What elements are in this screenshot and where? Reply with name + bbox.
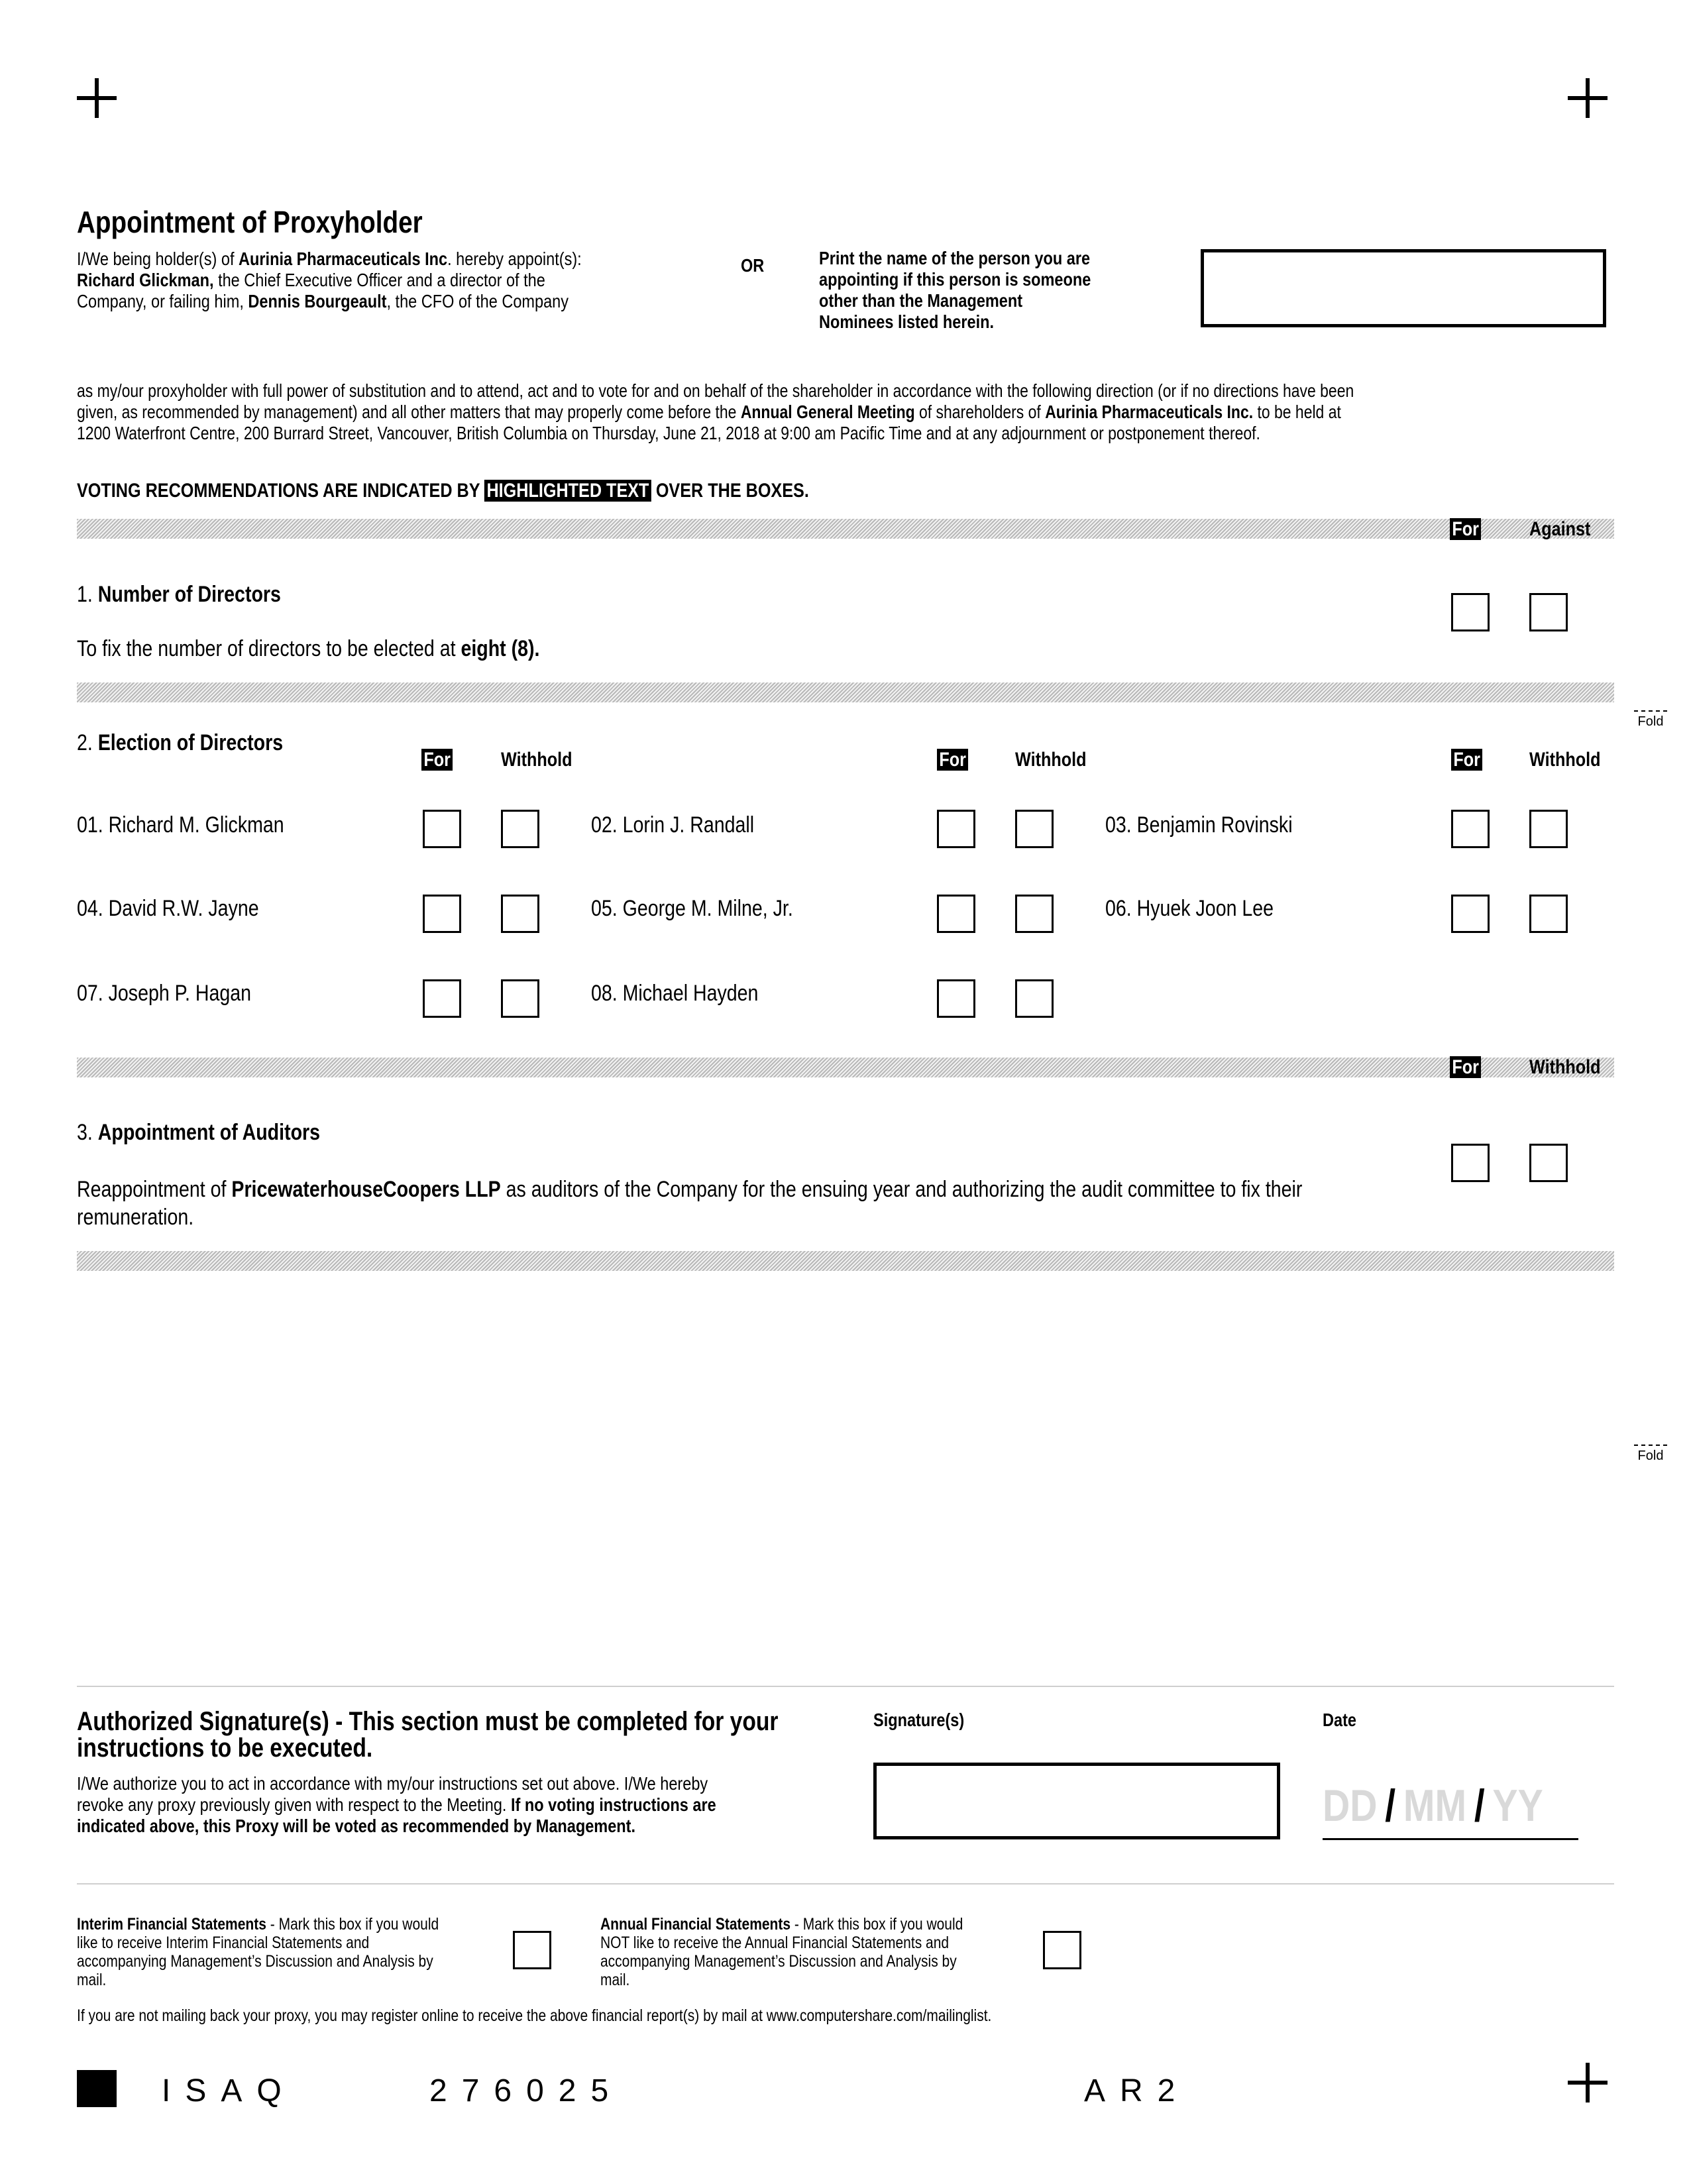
item3-withhold-checkbox[interactable] [1529,1144,1568,1182]
against-header: Against [1529,518,1591,540]
registration-mark-bottom-right [1568,2063,1608,2102]
signature-title: Authorized Signature(s) - This section must be completed for your instructions to be executed. [77,1707,779,1763]
item1-title: 1. Number of Directors [77,582,281,607]
item3-withhold-header: Withhold [1529,1056,1601,1078]
print-name-instruction: Print the name of the person you are appointing if this person is someone other than the Management Nominees listed herein. [819,248,1091,332]
voting-recommendations: VOTING RECOMMENDATIONS ARE INDICATED BY HIGHLIGHTED TEXT OVER THE BOXES. [77,480,809,502]
director-name: 08. Michael Hayden [591,981,759,1006]
director-05-for-checkbox[interactable] [937,895,975,933]
section-divider [77,682,1614,702]
director-name: 02. Lorin J. Randall [591,812,755,838]
director-07-withhold-checkbox[interactable] [501,979,539,1018]
registration-mark-top-left [77,78,117,118]
annual-financial-checkbox[interactable] [1043,1931,1081,1969]
col1-for-header: For [421,749,453,771]
financial-divider [77,1883,1614,1884]
date-input[interactable]: DD / MM / YY [1323,1780,1543,1831]
director-01-for-checkbox[interactable] [423,810,461,848]
director-02-for-checkbox[interactable] [937,810,975,848]
director-04-for-checkbox[interactable] [423,895,461,933]
mailing-list-text: If you are not mailing back your proxy, you may register online to receive the above financial report(s) by mail at www.computershare.com/mailinglist. [77,2006,992,2025]
director-05-withhold-checkbox[interactable] [1015,895,1054,933]
section-divider [77,1251,1614,1271]
director-02-withhold-checkbox[interactable] [1015,810,1054,848]
director-name: 01. Richard M. Glickman [77,812,284,838]
director-03-withhold-checkbox[interactable] [1529,810,1568,848]
director-03-for-checkbox[interactable] [1451,810,1490,848]
item1-for-checkbox[interactable] [1451,593,1490,631]
section-divider [77,1058,1614,1077]
item1-description: To fix the number of directors to be elected at eight (8). [77,636,540,661]
interim-financial-text: Interim Financial Statements - Mark this box if you would like to receive Interim Financial Statements and accompanying Management’s Discussion and Analysis by mail. [77,1915,439,1989]
director-name: 03. Benjamin Rovinski [1105,812,1293,838]
date-label: Date [1323,1710,1356,1730]
signature-input[interactable] [873,1763,1280,1839]
col1-withhold-header: Withhold [501,749,573,771]
director-08-withhold-checkbox[interactable] [1015,979,1054,1018]
director-name: 07. Joseph P. Hagan [77,981,252,1006]
proxy-intro: I/We being holder(s) of Aurinia Pharmaceuticals Inc. hereby appoint(s): Richard Glickman, the Chief Executive Officer and a director of the Company, or failing him, Dennis Bourgeault, the CFO of the Company [77,248,582,311]
highlighted-text-sample: HIGHLIGHTED TEXT [484,480,651,502]
item1-against-checkbox[interactable] [1529,593,1568,631]
proxyholder-name-input[interactable] [1201,249,1606,327]
signature-divider [77,1686,1614,1687]
fold-mark: Fold [1634,710,1667,730]
director-08-for-checkbox[interactable] [937,979,975,1018]
item3-title: 3. Appointment of Auditors [77,1120,321,1145]
director-07-for-checkbox[interactable] [423,979,461,1018]
corner-block [77,2070,117,2107]
director-06-withhold-checkbox[interactable] [1529,895,1568,933]
director-04-withhold-checkbox[interactable] [501,895,539,933]
director-name: 06. Hyuek Joon Lee [1105,896,1274,921]
item3-description: Reappointment of PricewaterhouseCoopers LLP as auditors of the Company for the ensuing year and authorizing the audit committee to fix their remuneration. [77,1177,1303,1230]
form-code-number: 276025 [429,2073,624,2108]
col2-withhold-header: Withhold [1015,749,1087,771]
director-01-withhold-checkbox[interactable] [501,810,539,848]
form-code-ar2: AR2 [1084,2073,1190,2108]
section-divider [77,519,1614,539]
annual-financial-text: Annual Financial Statements - Mark this box if you would NOT like to receive the Annual Financial Statements and accompanying Management’s Discussion and Analysis by mail. [600,1915,963,1989]
date-underline [1323,1838,1578,1840]
director-06-for-checkbox[interactable] [1451,895,1490,933]
signature-label: Signature(s) [873,1710,965,1730]
or-label: OR [741,255,765,276]
proxy-title: Appointment of Proxyholder [77,205,423,239]
item2-title: 2. Election of Directors [77,730,284,755]
proxy-paragraph: as my/our proxyholder with full power of substitution and to attend, act and to vote for and on behalf of the shareholder in accordance with the following direction (or if no directions have been given, as recommended by management) and all other matters that may properly come before the Annual General Meeting of shareholders of Aurinia Pharmaceuticals Inc. to be held at 1200 Waterfront Centre, 200 Burrard Street, Vancouver, British Columbia on Thursday, June 21, 2018 at 9:00 am Pacific Time and at any adjournment or postponement thereof. [77,380,1354,443]
signature-body: I/We authorize you to act in accordance with my/our instructions set out above. I/We hereby revoke any proxy previously given with respect to the Meeting. If no voting instructions are indicated above, this Proxy will be voted as recommended by Management. [77,1773,716,1836]
registration-mark-top-right [1568,78,1608,118]
col3-withhold-header: Withhold [1529,749,1601,771]
item3-for-header: For [1450,1056,1481,1079]
col2-for-header: For [937,749,968,771]
director-name: 04. David R.W. Jayne [77,896,259,921]
director-name: 05. George M. Milne, Jr. [591,896,793,921]
for-header-highlighted: For [1450,518,1481,541]
col3-for-header: For [1451,749,1482,771]
item3-for-checkbox[interactable] [1451,1144,1490,1182]
interim-financial-checkbox[interactable] [513,1931,551,1969]
fold-mark: Fold [1634,1445,1667,1464]
form-code-isaq: ISAQ [162,2073,296,2108]
